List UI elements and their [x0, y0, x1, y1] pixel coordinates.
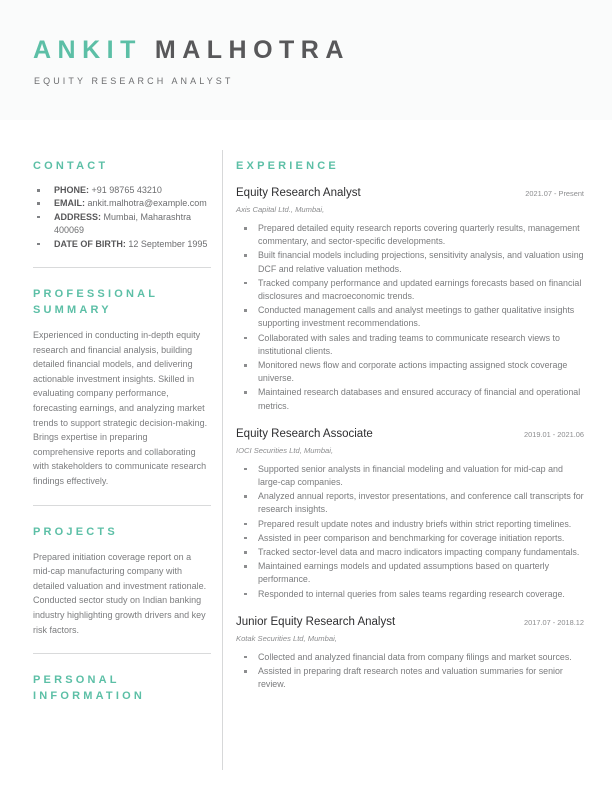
resume-header-band	[0, 0, 612, 120]
sidebar-column	[33, 158, 211, 714]
contact-value-phone: +91 98765 43210	[91, 185, 162, 195]
experience-job-date: 2019.01 - 2021.06	[524, 429, 584, 439]
experience-job-company: Axis Capital Ltd., Mumbai,	[236, 205, 325, 214]
section-heading-projects: PROJECTS	[33, 525, 118, 538]
experience-entry-header	[236, 615, 584, 630]
experience-bullet: Monitored news flow and corporate actions impacting assigned stock coverage universe.	[236, 359, 584, 385]
experience-bullet: Responded to internal queries from sales teams regarding research coverage.	[236, 588, 584, 601]
contact-value-dob: 12 September 1995	[128, 238, 208, 249]
sidebar-divider-2	[33, 505, 211, 506]
experience-job-title: Equity Research Associate	[236, 427, 373, 440]
experience-bullet: Conducted management calls and analyst meetings to gather qualitative insights supporting investment recommendations.	[236, 304, 584, 330]
contact-item-dob	[33, 238, 211, 251]
experience-job-title: Equity Research Analyst	[236, 187, 361, 199]
sidebar-divider-1	[33, 267, 211, 268]
experience-bullet: Tracked sector-level data and macro indicators impacting company fundamentals.	[236, 546, 584, 559]
contact-list	[33, 184, 211, 251]
contact-label-email: EMAIL:	[54, 198, 85, 209]
experience-bullet: Prepared result update notes and industry briefs within strict reporting timelines.	[236, 518, 584, 531]
experience-bullet: Collected and analyzed financial data from company filings and market sources.	[236, 651, 584, 664]
contact-value-address: Mumbai, Maharashtra 400069	[54, 211, 192, 236]
experience-bullet: Maintained earnings models and updated assumptions based on quarterly performance.	[236, 560, 584, 586]
experience-bullet: Maintained research databases and ensured accuracy of financial and operational metrics.	[236, 386, 584, 412]
experience-bullet: Built financial models including projections, sensitivity analysis, and valuation using DCF and relative valuation methods.	[236, 249, 584, 275]
experience-entry-header	[236, 186, 584, 201]
experience-job-date: 2017.07 - 2018.12	[524, 617, 584, 627]
experience-job-company: IOCI Securities Ltd, Mumbai,	[236, 445, 334, 455]
column-divider	[222, 150, 223, 770]
contact-label-address: ADDRESS:	[54, 211, 102, 222]
professional-summary-text: Experienced in conducting in-depth equity research and financial analysis, building detailed financial models, and delivering actionable investment insights. Skilled in evaluating company performance, forecasting earnings, and analyzing market trends to support strategic decision-making. Brings expertise in preparing comprehensive reports and collaborating with stakeholders to communicate research findings effectively.	[33, 330, 208, 486]
contact-value-email: ankit.malhotra@example.com	[87, 198, 207, 209]
experience-bullet: Assisted in preparing draft research notes and valuation summaries for senior review.	[236, 665, 584, 691]
experience-job-date: 2021.07 - Present	[525, 189, 584, 198]
experience-bullet-list	[236, 222, 584, 413]
projects-text: Prepared initiation coverage report on a mid-cap manufacturing company with detailed valuation and investment rationale. Conducted sector study on Indian banking industry highlighting growth drivers and key risk factors.	[33, 551, 207, 635]
experience-job-company: Kotak Securities Ltd, Mumbai,	[236, 633, 337, 643]
contact-item-address	[33, 211, 211, 238]
contact-label-dob: DATE OF BIRTH:	[54, 238, 126, 249]
experience-bullet: Collaborated with sales and trading teams to communicate research views to institutional clients.	[236, 332, 584, 358]
experience-bullet: Prepared detailed equity research reports covering quarterly results, management commentary, and sector-specific developments.	[236, 222, 584, 248]
experience-bullet: Tracked company performance and updated earnings forecasts based on financial disclosures and macroeconomic trends.	[236, 277, 584, 303]
experience-entry	[236, 615, 584, 692]
section-projects	[33, 524, 211, 638]
candidate-role: EQUITY RESEARCH ANALYST	[34, 76, 234, 86]
section-heading-personal-information: PERSONAL INFORMATION	[33, 674, 145, 703]
section-heading-professional-summary: PROFESSIONAL SUMMARY	[33, 288, 158, 317]
experience-entry	[236, 427, 584, 601]
experience-job-title: Junior Equity Research Analyst	[236, 615, 396, 628]
section-personal-information	[33, 672, 211, 704]
experience-column	[236, 158, 584, 705]
experience-bullet: Supported senior analysts in financial modeling and valuation for mid-cap and large-cap companies.	[236, 463, 584, 489]
candidate-name	[33, 36, 350, 65]
section-contact	[33, 158, 211, 251]
section-heading-experience: EXPERIENCE	[236, 160, 339, 172]
contact-item-email	[33, 197, 211, 210]
first-name: ANKIT	[33, 36, 142, 64]
experience-bullet-list	[236, 463, 584, 601]
experience-entry	[236, 186, 584, 413]
last-name: MALHOTRA	[154, 36, 350, 64]
sidebar-divider-3	[33, 653, 211, 654]
experience-entry-header	[236, 427, 584, 442]
experience-bullet: Analyzed annual reports, investor presentations, and conference call transcripts for research insights.	[236, 490, 584, 516]
contact-item-phone	[33, 184, 211, 197]
experience-bullet-list	[236, 651, 584, 692]
contact-label-phone: PHONE:	[54, 185, 90, 195]
section-professional-summary	[33, 286, 211, 489]
section-heading-contact: CONTACT	[33, 160, 109, 172]
experience-bullet: Assisted in peer comparison and benchmarking for coverage initiation reports.	[236, 532, 584, 545]
